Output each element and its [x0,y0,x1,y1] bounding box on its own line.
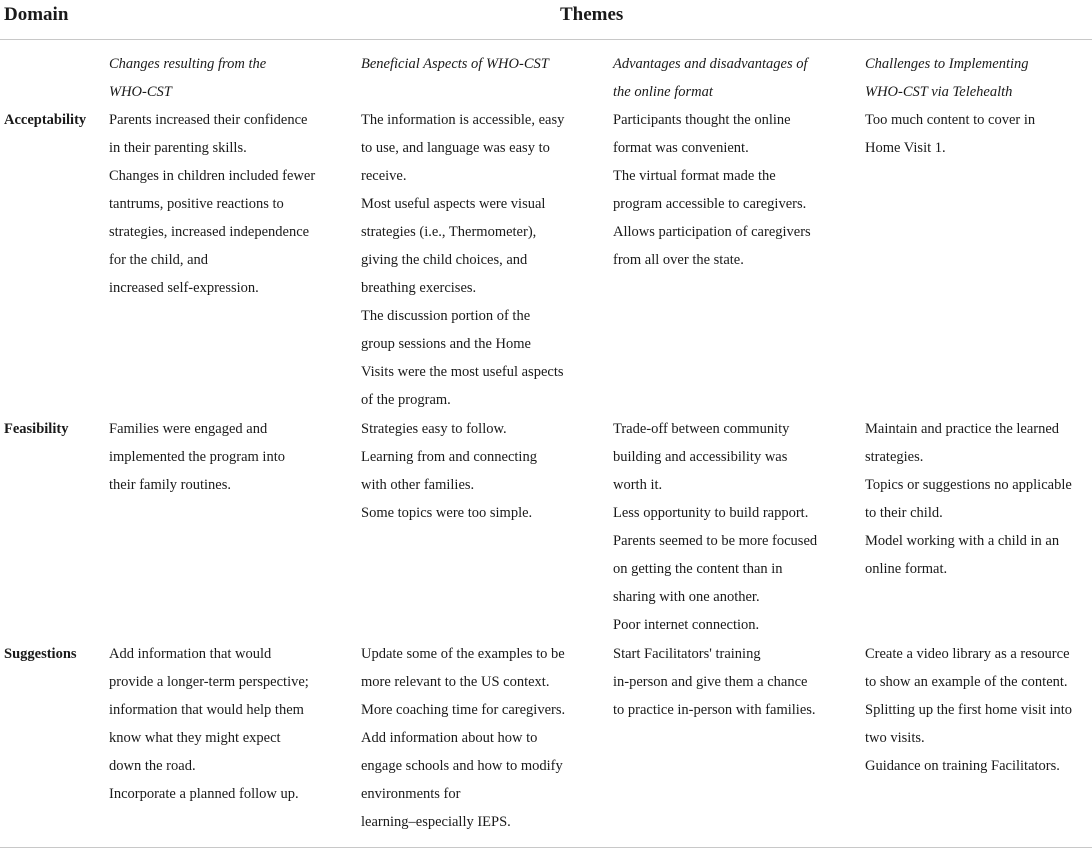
row-label-suggestions: Suggestions [4,646,77,662]
cell-suggestions-challenges: Create a video library as a resource to show an example of the content. Splitting up the first home visit into two visits. Guidance on training Facilitators. [865,646,1073,774]
top-rule [0,39,1092,40]
themes-header: Themes [560,4,624,25]
cell-feasibility-beneficial: Strategies easy to follow. Learning from and connecting with other families. Some topics were too simple. [361,421,537,521]
cell-suggestions-online: Start Facilitators' training in-person and give them a chance to practice in-person with families. [613,646,816,718]
subheader-beneficial: Beneficial Aspects of WHO-CST [361,56,549,72]
cell-acceptability-online: Participants thought the online format was convenient. The virtual format made the program accessible to caregivers. Allows participation of caregivers from all over the state. [613,112,811,268]
cell-acceptability-changes: Parents increased their confidence in their parenting skills. Changes in children included fewer tantrums, positive reactions to strategies, increased independence for the child, and increased self-expression. [109,112,316,296]
domain-header: Domain [4,4,69,25]
subheader-online-format: Advantages and disadvantages of the online format [613,56,808,100]
row-label-feasibility: Feasibility [4,421,69,437]
cell-acceptability-challenges: Too much content to cover in Home Visit 1. [865,112,1036,156]
bottom-rule [0,847,1092,848]
cell-suggestions-beneficial: Update some of the examples to be more relevant to the US context. More coaching time for caregivers. Add information about how to engage schools and how to modify environments for learning–especially IEPS. [361,646,566,830]
cell-feasibility-online: Trade-off between community building and accessibility was worth it. Less opportunity to build rapport. Parents seemed to be more focused on getting the content than in sharing with one another. Poor internet connection. [613,421,818,633]
subheader-challenges: Challenges to Implementing WHO-CST via Telehealth [865,56,1029,100]
cell-suggestions-changes: Add information that would provide a longer-term perspective; information that would help them know what they might expect down the road. Incorporate a planned follow up. [109,646,309,802]
subheader-changes: Changes resulting from the WHO-CST [109,56,267,100]
row-label-acceptability: Acceptability [4,112,87,128]
cell-feasibility-changes: Families were engaged and implemented the program into their family routines. [109,421,285,493]
cell-acceptability-beneficial: The information is accessible, easy to use, and language was easy to receive. Most useful aspects were visual strategies (i.e., Thermometer), giving the child choices, and breathing exercises. The discussion portion of the group sessions and the Home Visits were the most useful aspects of the program. [361,112,565,408]
cell-feasibility-challenges: Maintain and practice the learned strategies. Topics or suggestions no applicable to their child. Model working with a child in an online format. [865,421,1072,577]
